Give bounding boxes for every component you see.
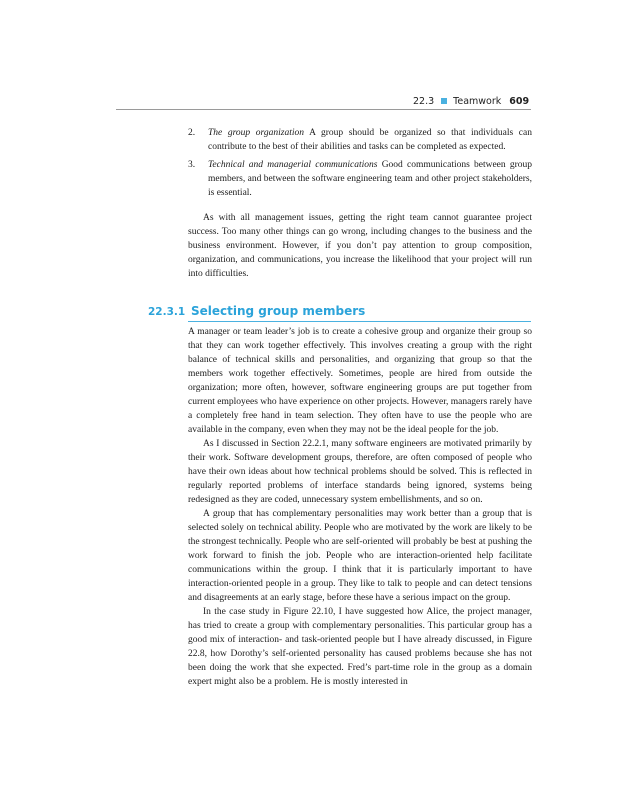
header-chapter-title: Teamwork: [453, 96, 502, 107]
list-item-text: A group should be organized so that individuals can contribute to the best of their abilities and tasks can be completed as expected.: [208, 128, 532, 152]
list-item-term: Technical and managerial communications: [208, 160, 378, 170]
list-item-number: 3.: [188, 160, 196, 170]
list-item: [188, 126, 532, 154]
section-number: 22.3.1: [148, 306, 186, 318]
list-item-number: 2.: [188, 128, 196, 138]
section-divider: [188, 321, 531, 322]
list-item-text: Good communications between group members, and between the software engineering team and other project stakeholders, is essential.: [208, 160, 532, 198]
section-title: Selecting group members: [191, 304, 366, 318]
body-paragraph: A group that has complementary personalities may work better than a group that is selected solely on technical ability. People who are motivated by the work are likely to be the strongest technically. People who are self-oriented will probably be best at pushing the work forward to finish the job. People who are interaction-oriented help facilitate communications within the group. I think that it is particularly important to have interaction-oriented people in a group. They like to talk to people and can detect tensions and disagreements at an early stage, before these have a serious impact on the group.: [188, 509, 532, 603]
body-paragraph: As I discussed in Section 22.2.1, many software engineers are motivated primarily by their work. Software development groups, therefore, are often composed of people who have their own ideas about how technical problems should be solved. This is reflected in regularly reported problems of interface standards being ignored, systems being redesigned as they are coded, unnecessary system embellishments, and so on.: [188, 439, 532, 505]
body-paragraph: In the case study in Figure 22.10, I have suggested how Alice, the project manager, has tried to create a group with complementary personalities. This particular group has a good mix of interaction- and task-oriented people but I have already discussed, in Figure 22.8, how Dorothy’s self-oriented personality has caused problems because she has not been doing the work that she expected. Fred’s part-time role in the group as a domain expert might also be a problem. He is mostly interested in: [188, 607, 532, 687]
numbered-list: [188, 126, 532, 204]
body-paragraph: A manager or team leader’s job is to create a cohesive group and organize their group so that they can work together effectively. This involves creating a group with the right balance of technical skills and personalities, and organizing that group so that the members work together effectively. Sometimes, people are hired from outside the organization; more often, however, software engineering groups are put together from current employees who have experience on other projects. However, managers rarely have a completely free hand in team selection. They often have to use the people who are available in the company, even when they may not be the ideal people for the job.: [188, 327, 532, 435]
list-item: [188, 158, 532, 200]
list-item-term: The group organization: [208, 128, 304, 138]
header-divider: [116, 109, 531, 110]
running-header: [413, 96, 531, 108]
section-body: [188, 325, 532, 689]
square-bullet-icon: [441, 98, 447, 104]
header-section-number: 22.3: [413, 96, 435, 107]
page-number: 609: [509, 96, 530, 107]
intro-paragraph: As with all management issues, getting the right team cannot guarantee project success. Too many other things can go wrong, including changes to the business and the business environment. However, if you don’t pay attention to group composition, organization, and communications, you increase the likelihood that your project will run into difficulties.: [188, 213, 532, 279]
